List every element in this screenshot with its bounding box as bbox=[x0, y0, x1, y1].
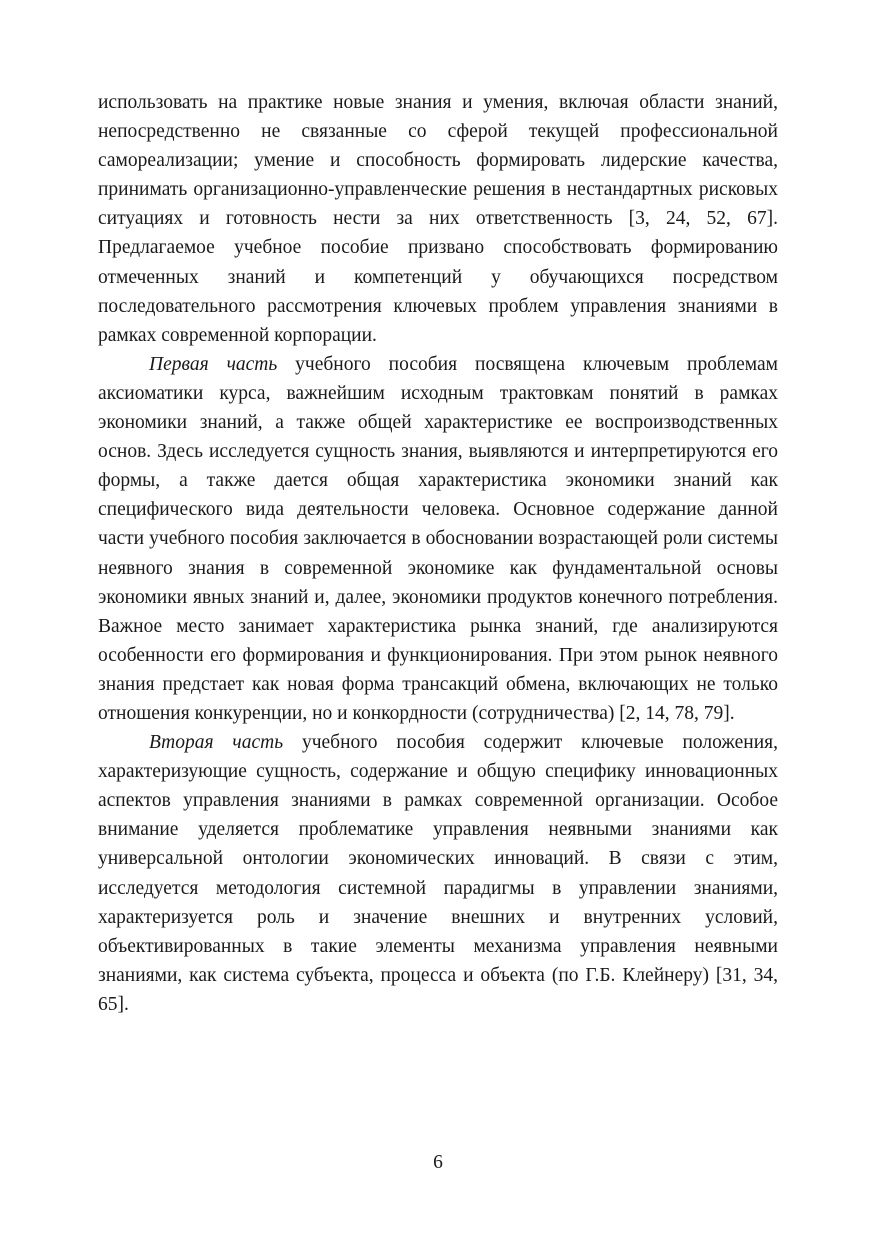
paragraph-lead-italic: Первая часть bbox=[149, 353, 278, 375]
page-number: 6 bbox=[433, 1152, 443, 1173]
paragraph-text: использовать на практике новые знания и умения, включая области знаний, непосредственно не связанные со сферой текущей профессиональной самореализации; умение и способность формировать лидерские качества, принимать организационно-управленческие решения в нестандартных рисковых ситуациях и готовность нести за них ответственность [3, 24, 52, 67]. Предлагаемое учебное пособие призвано способствовать формированию отмеченных знаний и компетенций у обучающихся посредством последовательного рассмотрения ключевых проблем управления знаниями в рамках современной корпорации. bbox=[98, 92, 778, 346]
paragraph-first-part bbox=[98, 350, 778, 728]
paragraph-continuation bbox=[98, 88, 778, 350]
paragraph-text: учебного пособия содержит ключевые положения, характеризующие сущность, содержание и общую специфику инновационных аспектов управления знаниями в рамках современной организации. Особое внимание уделяется проблематике управления неявными знаниями как универсальной онтологии экономических инноваций. В связи с этим, исследуется методология системной парадигмы в управлении знаниями, характеризуется роль и значение внешних и внутренних условий, объективированных в такие элементы механизма управления неявными знаниями, как система субъекта, процесса и объекта (по Г.Б. Клейнеру) [31, 34, 65]. bbox=[98, 732, 778, 1015]
paragraph-lead-italic: Вторая часть bbox=[149, 732, 284, 754]
paragraph-text: учебного пособия посвящена ключевым проблемам аксиоматики курса, важнейшим исходным трактовкам понятий в рамках экономики знаний, а также общей характеристике ее воспроизводственных основ. Здесь исследуется сущность знания, выявляются и интерпретируются его формы, а также дается общая характеристика экономики знаний как специфического вида деятельности человека. Основное содержание данной части учебного пособия заключается в обосновании возрастающей роли системы неявного знания в современной экономике как фундаментальной основы экономики явных знаний и, далее, экономики продуктов конечного потребления. Важное место занимает характеристика рынка знаний, где анализируются особенности его формирования и функционирования. При этом рынок неявного знания предстает как новая форма трансакций обмена, включающих не только отношения конкуренции, но и конкордности (сотрудничества) [2, 14, 78, 79]. bbox=[98, 353, 778, 724]
document-page bbox=[98, 88, 778, 1019]
paragraph-second-part bbox=[98, 728, 778, 1019]
